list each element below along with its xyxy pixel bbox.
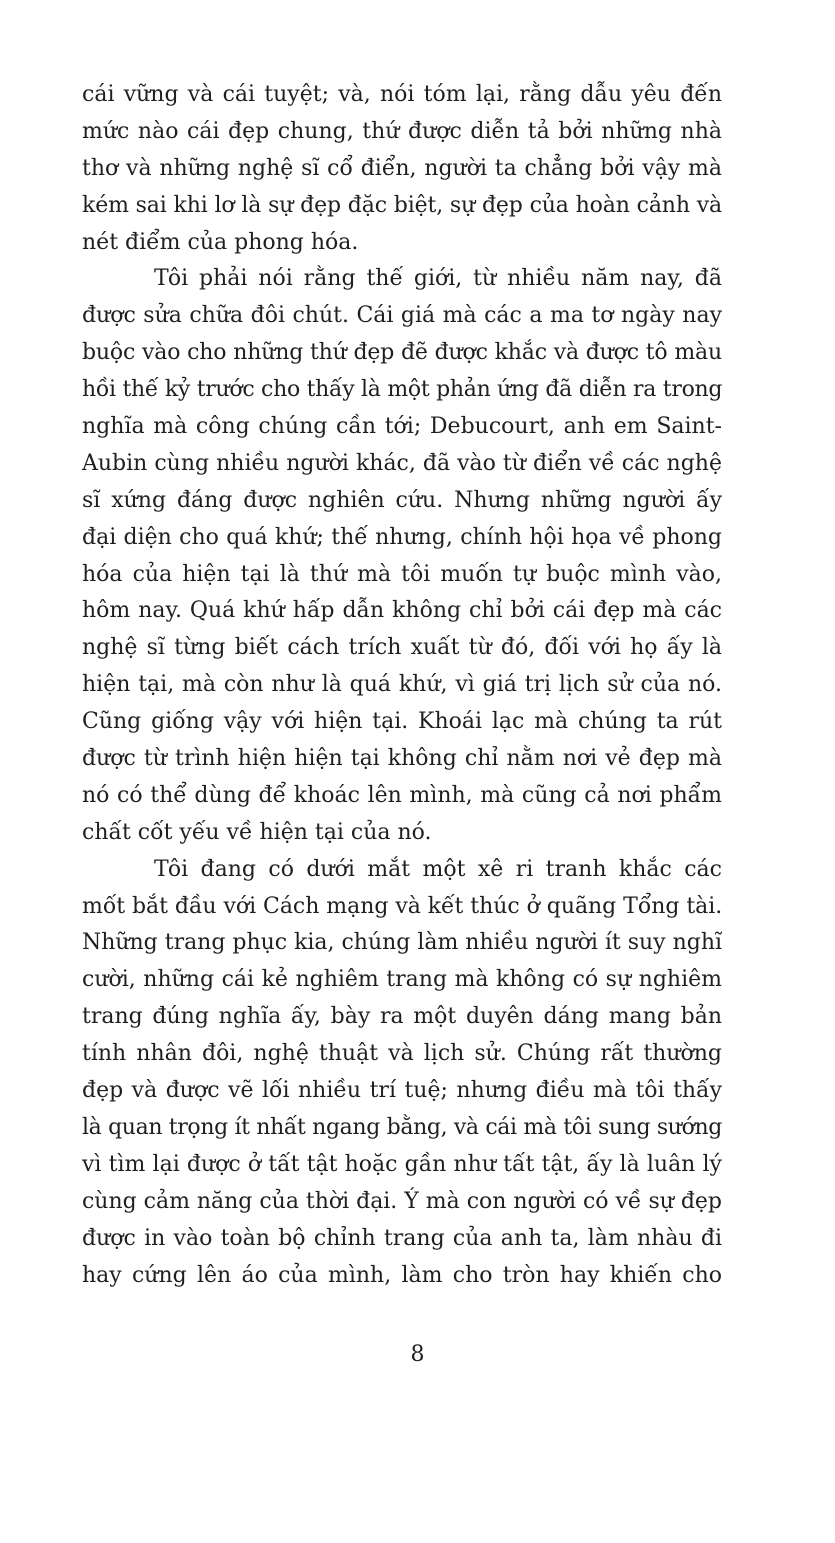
text-line: được sửa chữa đôi chút. Cái giá mà các a ma tơ ngày nay: [82, 303, 722, 329]
text-line: đẹp và được vẽ lối nhiều trí tuệ; nhưng điều mà tôi thấy: [82, 1078, 722, 1104]
text-line: thơ và những nghệ sĩ cổ điển, người ta chẳng bởi vậy mà: [82, 155, 722, 181]
text-line: trang đúng nghĩa ấy, bày ra một duyên dáng mang bản: [82, 1004, 722, 1030]
text-line: hay cứng lên áo của mình, làm cho tròn hay khiến cho: [82, 1262, 722, 1288]
text-line: hồi thế kỷ trước cho thấy là một phản ứng đã diễn ra trong: [82, 377, 723, 403]
text-line: hôm nay. Quá khứ hấp dẫn không chỉ bởi cái đẹp mà các: [82, 598, 722, 624]
text-line: nghệ sĩ từng biết cách trích xuất từ đó, đối với họ ấy là: [82, 635, 722, 661]
text-line: nó có thể dùng để khoác lên mình, mà cũng cả nơi phẩm: [82, 782, 722, 808]
text-line: kém sai khi lơ là sự đẹp đặc biệt, sự đẹp của hoàn cảnh và: [82, 192, 722, 218]
text-line: Cũng giống vậy với hiện tại. Khoái lạc mà chúng ta rút: [82, 709, 722, 735]
text-line: hóa của hiện tại là thứ mà tôi muốn tự buộc mình vào,: [82, 561, 722, 587]
text-line: mức nào cái đẹp chung, thứ được diễn tả bởi những nhà: [82, 118, 722, 144]
text-line: đại diện cho quá khứ; thế nhưng, chính hội họa về phong: [82, 524, 722, 550]
text-line: vì tìm lại được ở tất tật hoặc gần như tất tật, ấy là luân lý: [82, 1151, 722, 1177]
text-line: Tôi phải nói rằng thế giới, từ nhiều năm nay, đã: [154, 266, 722, 292]
text-line: nghĩa mà công chúng cần tới; Debucourt, anh em Saint-: [82, 414, 722, 440]
text-line: mốt bắt đầu với Cách mạng và kết thúc ở quãng Tổng tài.: [82, 893, 723, 919]
text-line: cùng cảm năng của thời đại. Ý mà con người có về sự đẹp: [82, 1188, 722, 1214]
text-line: nét điểm của phong hóa.: [82, 229, 359, 255]
text-line: Tôi đang có dưới mắt một xê ri tranh khắc các: [154, 856, 722, 882]
text-line: Aubin cùng nhiều người khác, đã vào từ điển về các nghệ: [82, 450, 722, 476]
body-text: [82, 77, 722, 1294]
page-number: 8: [410, 1342, 425, 1367]
text-line: tính nhân đôi, nghệ thuật và lịch sử. Chúng rất thường: [82, 1041, 722, 1067]
text-line: Những trang phục kia, chúng làm nhiều người ít suy nghĩ: [82, 930, 722, 956]
text-line: chất cốt yếu về hiện tại của nó.: [82, 819, 432, 845]
text-line: cái vững và cái tuyệt; và, nói tóm lại, rằng dẫu yêu đến: [82, 82, 722, 107]
text-line: cười, những cái kẻ nghiêm trang mà không có sự nghiêm: [82, 967, 722, 993]
text-line: hiện tại, mà còn như là quá khứ, vì giá trị lịch sử của nó.: [82, 672, 722, 698]
text-line: là quan trọng ít nhất ngang bằng, và cái mà tôi sung sướng: [82, 1114, 722, 1140]
text-line: được in vào toàn bộ chỉnh trang của anh ta, làm nhàu đi: [82, 1225, 722, 1251]
text-line: được từ trình hiện hiện tại không chỉ nằm nơi vẻ đẹp mà: [82, 746, 722, 772]
text-line: buộc vào cho những thứ đẹp đẽ được khắc và được tô màu: [82, 340, 722, 366]
text-line: sĩ xứng đáng được nghiên cứu. Nhưng những người ấy: [82, 487, 722, 513]
